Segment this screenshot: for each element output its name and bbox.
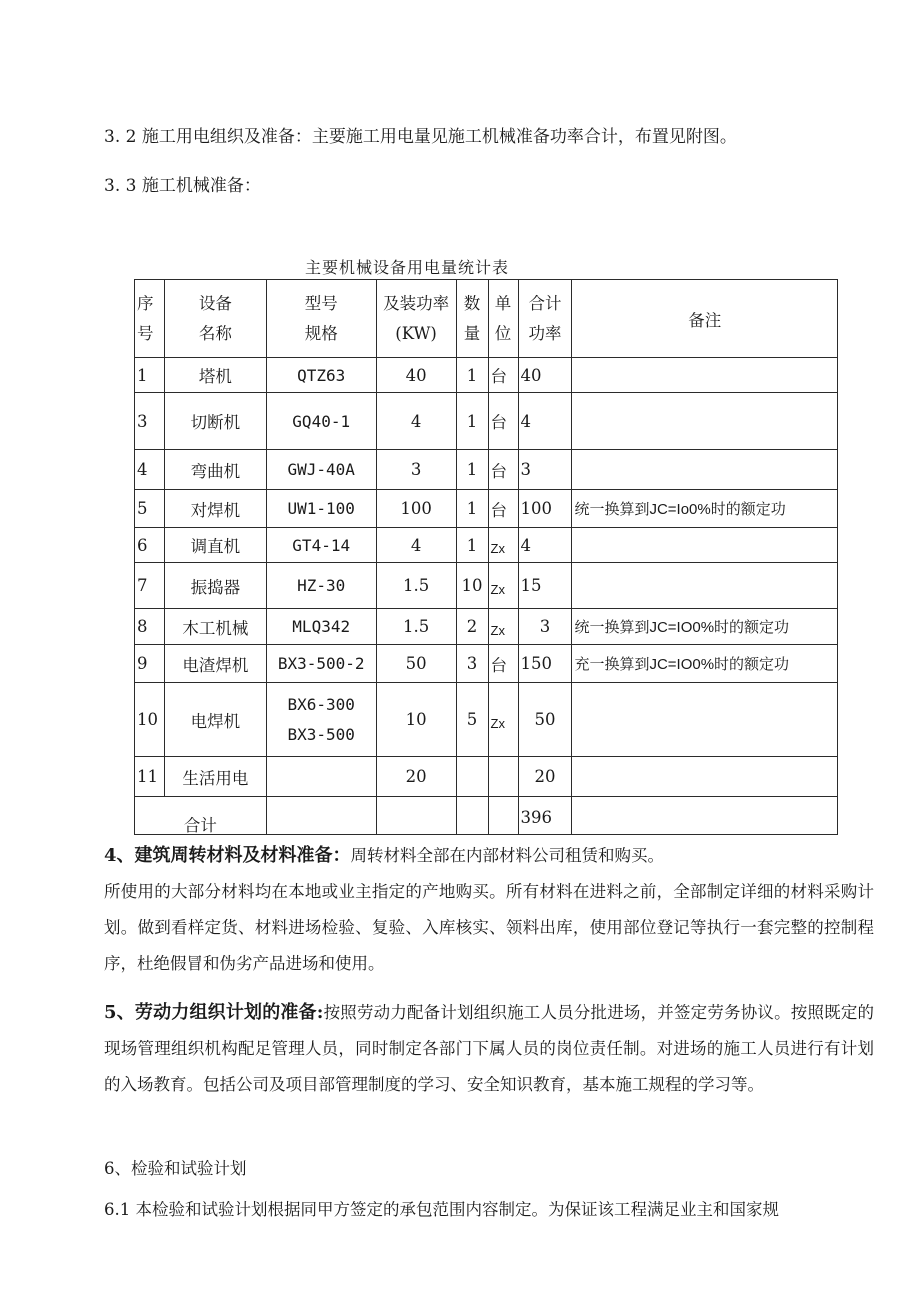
table-row: [135, 757, 838, 797]
cell-unit: 台: [488, 358, 518, 393]
table-row: [135, 393, 838, 450]
cell-power: 40: [376, 358, 456, 393]
cell-total: 50: [518, 683, 572, 757]
equipment-power-table: [134, 279, 838, 835]
table-caption: 主要机械设备用电量统计表: [305, 258, 510, 277]
table-row: [135, 609, 838, 645]
cell-unit: 台: [488, 450, 518, 490]
header-name: 设备 名称: [164, 280, 266, 358]
cell-power: 4: [376, 393, 456, 450]
cell-no: 7: [135, 563, 165, 609]
header-remark: 备注: [572, 280, 838, 358]
cell-qty: 1: [456, 490, 488, 528]
cell-name: 振捣器: [164, 563, 266, 609]
cell-unit: Zx: [490, 541, 505, 556]
cell-qty: 10: [456, 563, 488, 609]
section-5: [104, 995, 874, 1103]
section-5-body: 按照劳动力配备计划组织施工人员分批进场，并签定劳务协议。按照既定的现场管理组织机构配足管理人员，同时制定各部门下属人员的岗位责任制。对进场的施工人员进行有计划的入场教育。包括公司及项目部管理制度的学习、安全知识教育，基本施工规程的学习等。: [104, 1003, 874, 1094]
section-3-2: 3. 2 施工用电组织及准备：主要施工用电量见施工机械准备功率合计，布置见附图。: [104, 127, 737, 147]
section-3-3: 3. 3 施工机械准备：: [104, 176, 261, 196]
cell-remark: [572, 450, 838, 490]
cell-remark: [572, 683, 838, 757]
cell-name: 电渣焊机: [164, 645, 266, 683]
table-sum-row: [135, 797, 838, 835]
section-4-body: 所使用的大部分材料均在本地或业主指定的产地购买。所有材料在进料之前，全部制定详细的材料采购计划。做到看样定货、材料进场检验、复验、入库核实、领料出库，使用部位登记等执行一套完整的控制程序，杜绝假冒和伪劣产品进场和使用。: [104, 882, 874, 973]
cell-qty: 5: [456, 683, 488, 757]
cell-name: 塔机: [164, 358, 266, 393]
cell-total: 150: [518, 645, 572, 683]
cell-total: 40: [518, 358, 572, 393]
cell-unit: Zx: [490, 715, 505, 731]
cell-qty: 1: [456, 393, 488, 450]
cell-qty: 1: [456, 528, 488, 563]
cell-model: HZ-30: [266, 563, 376, 609]
cell-name: 生活用电: [164, 757, 266, 797]
cell-remark: [572, 393, 838, 450]
section-4-lead: 周转材料全部在内部材料公司租赁和购买。: [350, 846, 665, 865]
cell-power: 3: [376, 450, 456, 490]
cell-name: 切断机: [164, 393, 266, 450]
sum-label: 合计: [135, 797, 267, 835]
cell-model: GT4-14: [266, 528, 376, 563]
cell-name: 对焊机: [164, 490, 266, 528]
cell-no: 3: [135, 393, 165, 450]
section-4-heading: 4、建筑周转材料及材料准备：: [104, 845, 351, 866]
cell-qty: 1: [456, 450, 488, 490]
cell-name: 弯曲机: [164, 450, 266, 490]
cell-qty: 3: [456, 645, 488, 683]
section-6-1: 6.1 本检验和试验计划根据同甲方签定的承包范围内容制定。为保证该工程满足业主和国家规: [104, 1200, 779, 1219]
cell-remark: 统一换算到JC=Io0%时的额定功: [572, 490, 838, 528]
cell-total: 3: [518, 450, 572, 490]
cell-model: GQ40-1: [266, 393, 376, 450]
header-qty: 数 量: [456, 280, 488, 358]
cell-unit: 台: [488, 393, 518, 450]
cell-unit: Zx: [490, 622, 505, 638]
cell-model: BX6-300 BX3-500: [266, 683, 376, 757]
section-6: 6、检验和试验计划: [104, 1159, 247, 1178]
cell-total: 15: [518, 563, 572, 609]
cell-model: MLQ342: [266, 609, 376, 645]
table-row: [135, 563, 838, 609]
cell-remark: 统一换算到JC=IO0%时的额定功: [572, 609, 838, 645]
cell-total: 20: [518, 757, 572, 797]
header-model: 型号 规格: [266, 280, 376, 358]
cell-no: 10: [135, 683, 165, 757]
cell-total: 4: [518, 528, 572, 563]
cell-no: 11: [135, 757, 165, 797]
cell-no: 1: [135, 358, 165, 393]
header-power: 及装功率 (KW): [376, 280, 456, 358]
cell-name: 调直机: [164, 528, 266, 563]
cell-unit: Zx: [490, 581, 505, 597]
cell-power: 4: [376, 528, 456, 563]
cell-no: 9: [135, 645, 165, 683]
table-row: [135, 683, 838, 757]
header-unit: 单 位: [488, 280, 518, 358]
cell-name: 电焊机: [164, 683, 266, 757]
cell-remark: [572, 528, 838, 563]
cell-qty: 1: [456, 358, 488, 393]
header-no: 序 号: [135, 280, 165, 358]
table-row: [135, 450, 838, 490]
cell-total: 4: [518, 393, 572, 450]
cell-no: 8: [135, 609, 165, 645]
cell-no: 4: [135, 450, 165, 490]
table-row: [135, 645, 838, 683]
table-row: [135, 358, 838, 393]
cell-power: 20: [376, 757, 456, 797]
table-row: [135, 490, 838, 528]
cell-unit: 台: [488, 490, 518, 528]
cell-no: 6: [135, 528, 165, 563]
cell-model: QTZ63: [266, 358, 376, 393]
cell-total: 3: [518, 609, 572, 645]
sum-total: 396: [518, 797, 572, 835]
section-5-heading: 5、劳动力组织计划的准备:: [104, 1002, 324, 1023]
table-header-row: [135, 280, 838, 358]
cell-power: 1.5: [376, 563, 456, 609]
table-row: [135, 528, 838, 563]
cell-model: GWJ-40A: [266, 450, 376, 490]
cell-name: 木工机械: [164, 609, 266, 645]
cell-qty: 2: [456, 609, 488, 645]
cell-no: 5: [135, 490, 165, 528]
cell-power: 1.5: [376, 609, 456, 645]
cell-remark: [572, 563, 838, 609]
cell-remark: 充一换算到JC=IO0%时的额定功: [572, 645, 838, 683]
cell-model: BX3-500-2: [266, 645, 376, 683]
cell-power: 10: [376, 683, 456, 757]
cell-power: 100: [376, 490, 456, 528]
cell-unit: 台: [488, 645, 518, 683]
cell-remark: [572, 757, 838, 797]
cell-qty: [456, 757, 488, 797]
section-4: [104, 838, 874, 874]
cell-power: 50: [376, 645, 456, 683]
cell-total: 100: [518, 490, 572, 528]
cell-unit: [488, 757, 518, 797]
header-total: 合计 功率: [518, 280, 572, 358]
cell-model: UW1-100: [266, 490, 376, 528]
cell-remark: [572, 358, 838, 393]
cell-model: [266, 757, 376, 797]
